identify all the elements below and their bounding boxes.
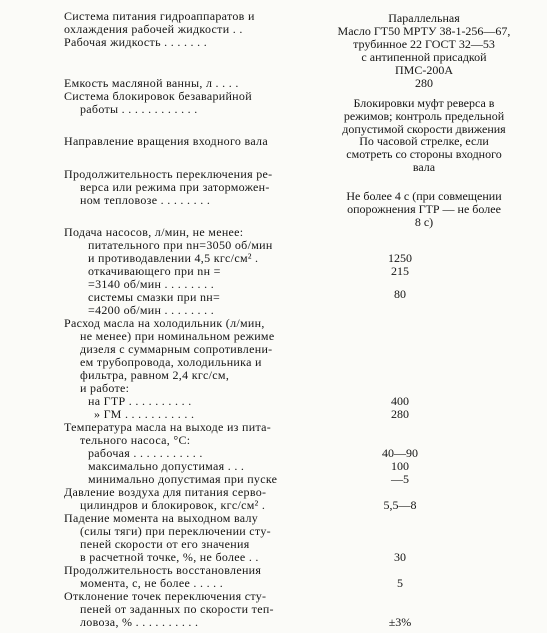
row-17-value-line-0: 5,5—8 — [383, 498, 417, 512]
row-5-label-line-2: ном тепловозе . . . . . . . . — [80, 193, 211, 207]
row-10-label-line-5: и работе: — [80, 381, 130, 395]
row-7-value-line-0: 1250 — [388, 251, 412, 265]
row-2-value-line-0: 280 — [415, 76, 433, 90]
row-14-label-line-0: рабочая . . . . . . . . . . . — [88, 446, 203, 460]
row-16-value-line-0: —5 — [391, 472, 409, 486]
row-0-label-line-0: Система питания гидроаппаратов и — [64, 9, 255, 23]
row-11-value-line-0: 400 — [391, 394, 409, 408]
row-4-value-line-1: смотреть со стороны входного — [346, 147, 502, 161]
row-5-value-line-2: 8 с) — [414, 215, 434, 229]
row-8-label-line-1: =3140 об/мин . . . . . . . . — [88, 277, 215, 291]
row-18-label-line-3: в расчетной точке, %, не более . . — [80, 550, 259, 564]
row-1-value-line-4: ПМС-200А — [394, 63, 453, 77]
row-10-label-line-2: дизеля с суммарным сопротивлени- — [80, 342, 273, 356]
row-3-label-line-1: работы . . . . . . . . . . . . — [80, 102, 198, 116]
row-10-label-line-3: ем трубопровода, холодильника и — [80, 355, 262, 369]
row-5-label-line-0: Продолжительность переключения ре- — [64, 167, 273, 181]
row-8-label-line-0: откачивающего при nн = — [88, 264, 221, 278]
row-19-value-line-0: 5 — [397, 576, 403, 590]
row-1-value-line-2: трубинное 22 ГОСТ 32—53 — [353, 37, 495, 51]
row-17-label-line-0: Давление воздуха для питания серво- — [64, 485, 267, 499]
row-11-label-line-0: на ГТР . . . . . . . . . . — [88, 394, 192, 408]
row-19-label-line-1: момента, с, не более . . . . . — [80, 576, 224, 590]
row-15-value-line-0: 100 — [391, 459, 409, 473]
row-1-value-line-3: с антипенной присадкой — [361, 50, 487, 64]
row-10-label-line-0: Расход масла на холодильник (л/мин, — [64, 316, 265, 330]
row-19-label-line-0: Продолжительность восстановления — [64, 563, 262, 577]
row-2-label-line-0: Емкость масляной ванны, л . . . . — [64, 76, 239, 90]
row-6-label-line-0: Подача насосов, л/мин, не менее: — [64, 225, 244, 239]
row-20-label-line-2: ловоза, % . . . . . . . . . . — [80, 615, 199, 629]
row-4-value-line-2: вала — [412, 160, 436, 174]
row-1-value-line-1: Масло ГТ50 МРТУ 38-1-256—67, — [337, 24, 511, 38]
row-9-label-line-1: =4200 об/мин . . . . . . . . — [88, 303, 215, 317]
row-18-label-line-2: пеней скорости от его значения — [80, 537, 250, 551]
row-3-value-line-2: допустимой скорости движения — [342, 122, 506, 136]
row-18-label-line-0: Падение момента на выходном валу — [64, 511, 259, 525]
row-12-value-line-0: 280 — [391, 407, 409, 421]
row-0-label-line-1: охлаждения рабочей жидкости . . — [64, 22, 243, 36]
row-1-label-line-0: Рабочая жидкость . . . . . . . — [64, 35, 208, 49]
row-15-label-line-0: максимально допустимая . . . — [88, 459, 245, 473]
row-20-label-line-0: Отклонение точек переключения сту- — [64, 589, 267, 603]
row-5-value-line-1: опорожнения ГТР — не более — [347, 202, 501, 216]
row-14-value-line-0: 40—90 — [382, 446, 418, 460]
row-9-value-line-0: 80 — [394, 287, 406, 301]
row-9-label-line-0: системы смазки при nн= — [88, 290, 221, 304]
row-17-label-line-1: цилиндров и блокировок, кгс/см² . — [80, 498, 266, 512]
row-20-label-line-1: пеней от заданных по скорости теп- — [80, 602, 274, 616]
row-8-value-line-0: 215 — [391, 264, 409, 278]
row-10-label-line-4: фильтра, равном 2,4 кгс/см, — [80, 368, 230, 382]
row-13-label-line-1: тельного насоса, °С: — [80, 433, 191, 447]
row-4-label-line-0: Направление вращения входного вала — [64, 134, 268, 148]
row-5-label-line-1: верса или режима при заторможен- — [80, 180, 270, 194]
row-16-label-line-0: минимально допустимая при пуске — [88, 472, 278, 486]
row-18-value-line-0: 30 — [394, 550, 406, 564]
row-3-label-line-0: Система блокировок безаварийной — [64, 89, 252, 103]
row-4-value-line-0: По часовой стрелке, если — [359, 134, 489, 148]
row-12-label-line-0: » ГМ . . . . . . . . . . . — [94, 407, 195, 421]
row-3-value-line-0: Блокировки муфт реверса в — [353, 96, 495, 110]
row-5-value-line-0: Не более 4 с (при совмещении — [346, 189, 502, 203]
row-1-value-line-0: Параллельная — [388, 11, 460, 25]
row-18-label-line-1: (силы тяги) при переключении сту- — [80, 524, 271, 538]
row-10-label-line-1: не менее) при номинальном режиме — [80, 329, 275, 343]
row-3-value-line-1: режимов; контроль предельной — [343, 109, 505, 123]
row-13-label-line-0: Температура масла на выходе из пита- — [64, 420, 272, 434]
row-20-value-line-0: ±3% — [388, 615, 412, 629]
row-7-label-line-1: и противодавлении 4,5 кгс/см² . — [88, 251, 259, 265]
row-7-label-line-0: питательного при nн=3050 об/мин — [88, 238, 273, 252]
